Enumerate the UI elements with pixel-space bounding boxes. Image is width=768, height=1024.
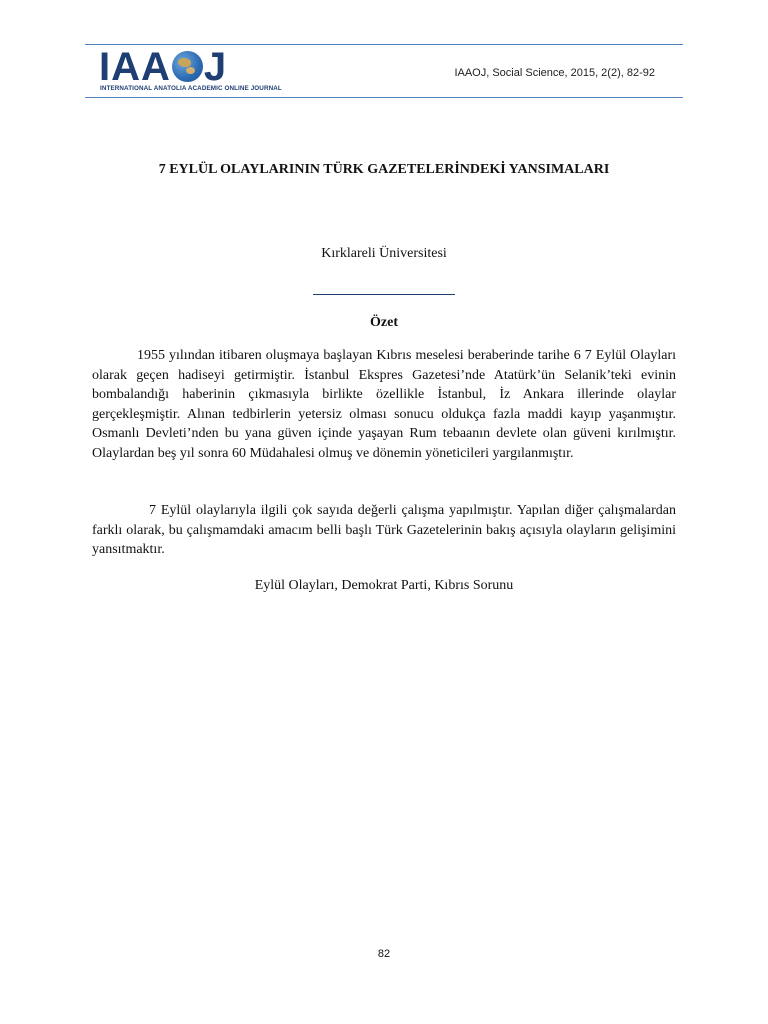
abstract-heading: Özet xyxy=(370,315,398,330)
page-number: 82 xyxy=(377,948,391,960)
journal-reference: IAAOJ, Social Science, 2015, 2(2), 82-92 xyxy=(454,67,655,79)
section-divider xyxy=(313,294,455,295)
globe-icon xyxy=(172,51,203,82)
logo-wordmark: IAA J xyxy=(99,45,228,89)
abstract-paragraph-1: 1955 yılından itibaren oluşmaya başlayan Kıbrıs meselesi beraberinde tarihe 6 7 Eylül Olayları olarak geçen hadiseyi getirmiştir. İstanbul Ekspres Gazetesi’nde Atatürk’ün Selanik’teki evinin bombalandığı haberinin çıkmasıyla birlikte özellikle İstanbul, İz Ankara illerinde olaylar gerçekleşmiştir. Alınan tedbirlerin yetersiz olması sonucu oldukça fazla maddi kayıp yaşanmıştır. Osmanlı Devleti’nden bu yana güven içinde yaşayan Rum tebaanın devlete olan güveni kırılmıştır. Olaylardan beş yıl sonra 60 Müdahalesi olmuş ve dönemin yöneticileri yargılanmıştır. xyxy=(92,348,676,461)
page-header xyxy=(85,44,683,98)
author-affiliation: Kırklareli Üniversitesi xyxy=(321,246,447,261)
article-title: 7 EYLÜL OLAYLARININ TÜRK GAZETELERİNDEKİ YANSIMALARI xyxy=(158,162,610,177)
keywords: Eylül Olayları, Demokrat Parti, Kıbrıs Sorunu xyxy=(254,578,514,593)
journal-logo xyxy=(99,45,282,94)
abstract-paragraph-2: 7 Eylül olaylarıyla ilgili çok sayıda değerli çalışma yapılmıştır. Yapılan diğer çalışmalardan farklı olarak, bu çalışmamdaki amacım belli başlı Türk Gazetelerinin bakış açısıyla olayların gelişimini yansıtmaktır. xyxy=(92,503,676,557)
logo-subtitle: INTERNATIONAL ANATOLIA ACADEMIC ONLINE JOURNAL xyxy=(100,85,282,92)
